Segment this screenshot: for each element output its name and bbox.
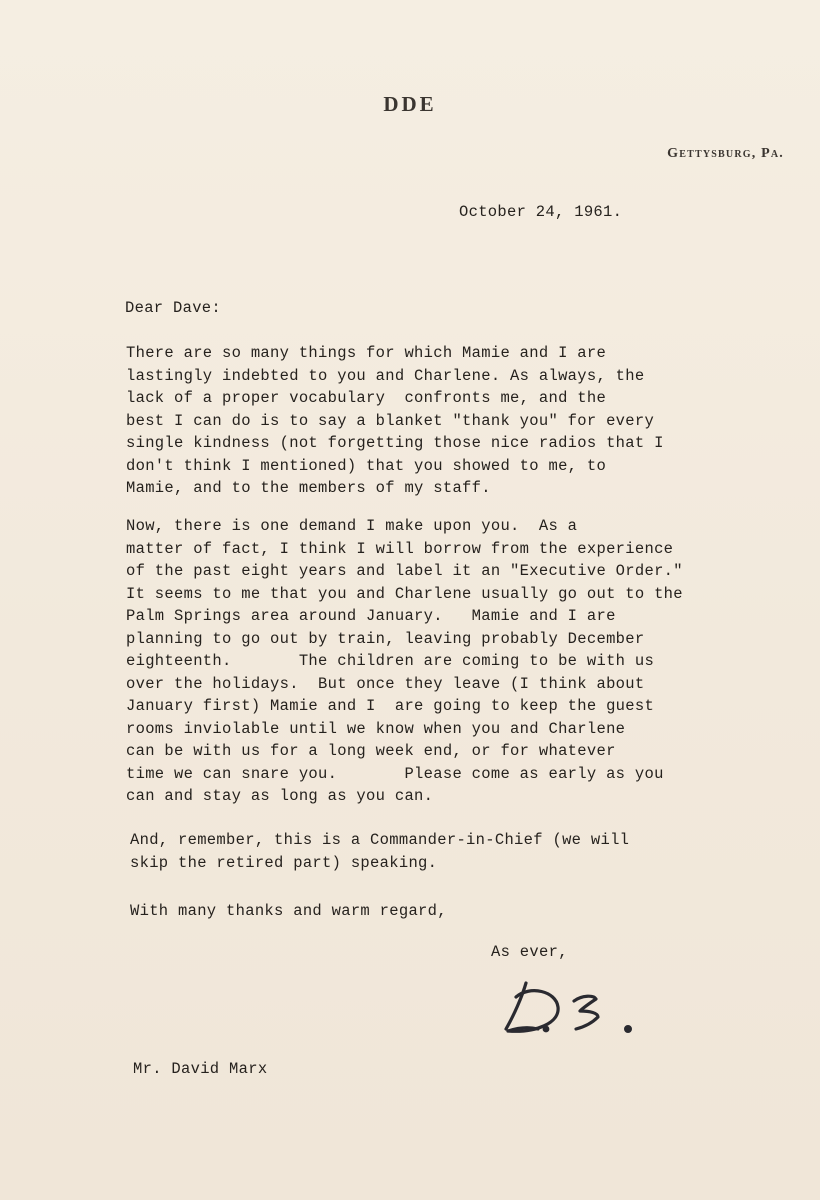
letterhead-monogram: DDE <box>383 92 437 116</box>
text-line: It seems to me that you and Charlene usually go out to the <box>126 584 683 603</box>
text-line: lack of a proper vocabulary confronts me, and the <box>126 389 607 407</box>
text-line: can and stay as long as you can. <box>126 787 434 805</box>
text-line: best I can do is to say a blanket "thank you" for every <box>126 411 655 430</box>
text-line: Mamie, and to the members of my staff. <box>126 479 491 497</box>
body-paragraph-2 <box>126 515 766 808</box>
text-line: of the past eight years and label it an "Executive Order." <box>126 562 683 580</box>
text-line: time we can snare you. Please come as early as you <box>126 764 664 783</box>
text-line: skip the retired part) speaking. <box>130 853 438 872</box>
text-line: And, remember, this is a Commander-in-Chief (we will <box>130 831 630 849</box>
text-line: lastingly indebted to you and Charlene. As always, the <box>126 366 645 385</box>
text-line: There are so many things for which Mamie and I are <box>126 344 607 362</box>
addressee: Mr. David Marx <box>133 1060 268 1078</box>
signature-strokes <box>506 983 630 1031</box>
closing-line: With many thanks and warm regard, <box>130 902 447 920</box>
salutation: Dear Dave: <box>125 299 222 317</box>
letter-date: October 24, 1961. <box>459 203 623 221</box>
handwritten-signature <box>500 973 650 1043</box>
body-paragraph-1 <box>126 342 766 500</box>
letterhead-place: Gettysburg, Pa. <box>667 146 784 161</box>
text-line: Now, there is one demand I make upon you. As a <box>126 517 578 535</box>
text-line: can be with us for a long week end, or for whatever <box>126 742 616 760</box>
body-paragraph-3 <box>130 829 770 874</box>
text-line: matter of fact, I think I will borrow from the experience <box>126 539 674 558</box>
text-line: single kindness (not forgetting those nice radios that I <box>126 434 664 452</box>
text-line: eighteenth. The children are coming to be with us <box>126 652 655 670</box>
text-line: over the holidays. But once they leave (I think about <box>126 674 645 693</box>
text-line: don't think I mentioned) that you showed to me, to <box>126 456 607 475</box>
text-line: planning to go out by train, leaving probably December <box>126 629 645 648</box>
text-line: Palm Springs area around January. Mamie and I are <box>126 607 616 625</box>
valediction: As ever, <box>491 943 568 961</box>
text-line: rooms inviolable until we know when you and Charlene <box>126 719 626 738</box>
text-line: January first) Mamie and I are going to keep the guest <box>126 697 655 715</box>
